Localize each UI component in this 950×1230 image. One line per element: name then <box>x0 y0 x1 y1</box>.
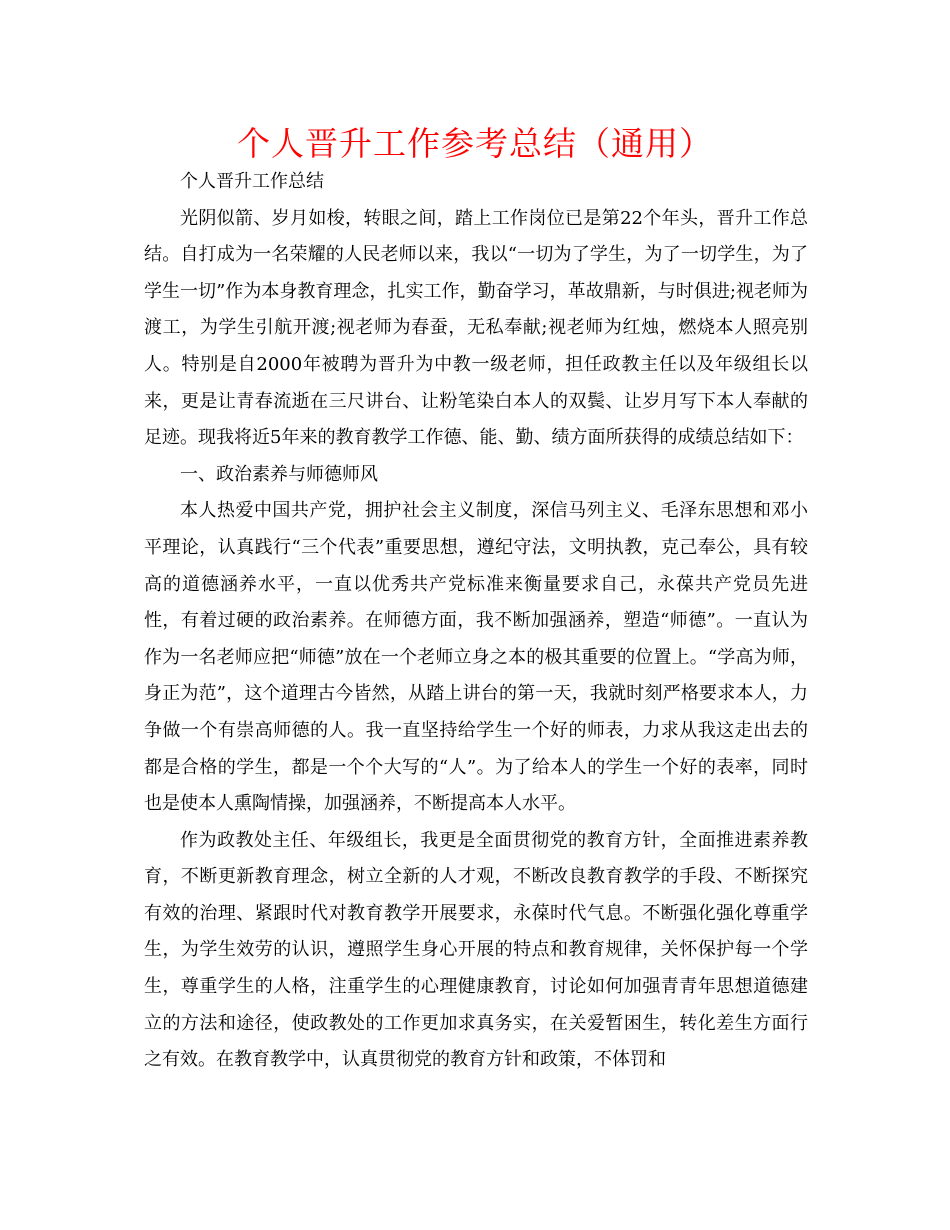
paragraph-role: 作为政教处主任、年级组长，我更是全面贯彻党的教育方针，全面推进素养教育，不断更新教育理念，树立全新的人才观，不断改良教育教学的手段、不断探究有效的治理、紧跟时代对教育教学开展要求，永葆时代气息。不断强化强化尊重学生，为学生效劳的认识，遵照学生身心开展的特点和教育规律，关怀保护每一个学生，尊重学生的人格，注重学生的心理健康教育，讨论如何加强青青年思想道德建立的方法和途径，使政教处的工作更加求真务实，在关爱暂困生，转化差生方面行之有效。在教育教学中，认真贯彻党的教育方针和政策，不体罚和 <box>144 829 808 1071</box>
section-heading-political: 一、政治素养与师德师风 <box>180 463 378 485</box>
paragraph-political: 本人热爱中国共产党，拥护社会主义制度，深信马列主义、毛泽东思想和邓小平理论，认真践行“三个代表”重要思想，遵纪守法，文明执教，克己奉公，具有较高的道德涵养水平，一直以优秀共产党标准来衡量要求自己，永葆共产党员先进性，有着过硬的政治素养。在师德方面，我不断加强涵养，塑造“师德”。一直认为作为一名老师应把“师德”放在一个老师立身之本的极其重要的位置上。“学高为师，身正为范”，这个道理古今皆然，从踏上讲台的第一天，我就时刻严格要求本人，力争做一个有崇高师德的人。我一直坚持给学生一个好的师表，力求从我这走出去的都是合格的学生，都是一个个大写的“人”。为了给本人的学生一个好的表率，同时也是使本人熏陶情操，加强涵养，不断提高本人水平。 <box>144 500 808 815</box>
document-title: 个人晋升工作参考总结（通用） <box>237 124 713 163</box>
paragraph-subtitle: 个人晋升工作总结 <box>180 171 324 192</box>
paragraph-intro: 光阴似箭、岁月如梭，转眼之间，踏上工作岗位已是第22个年头，晋升工作总结。自打成为一名荣耀的人民老师以来，我以“一切为了学生，为了一切学生，为了学生一切”作为本身教育理念，扎实工作，勤奋学习，革故鼎新，与时俱进;视老师为渡工，为学生引航开渡;视老师为春蚕，无私奉献;视老师为红烛，燃烧本人照亮别人。特别是自2000年被聘为晋升为中教一级老师，担任政教主任以及年级组长以来，更是让青春流逝在三尺讲台、让粉笔染白本人的双鬓、让岁月写下本人奉献的足迹。现我将近5年来的教育教学工作德、能、勤、绩方面所获得的成绩总结如下： <box>144 207 808 449</box>
document-body <box>144 164 808 1079</box>
